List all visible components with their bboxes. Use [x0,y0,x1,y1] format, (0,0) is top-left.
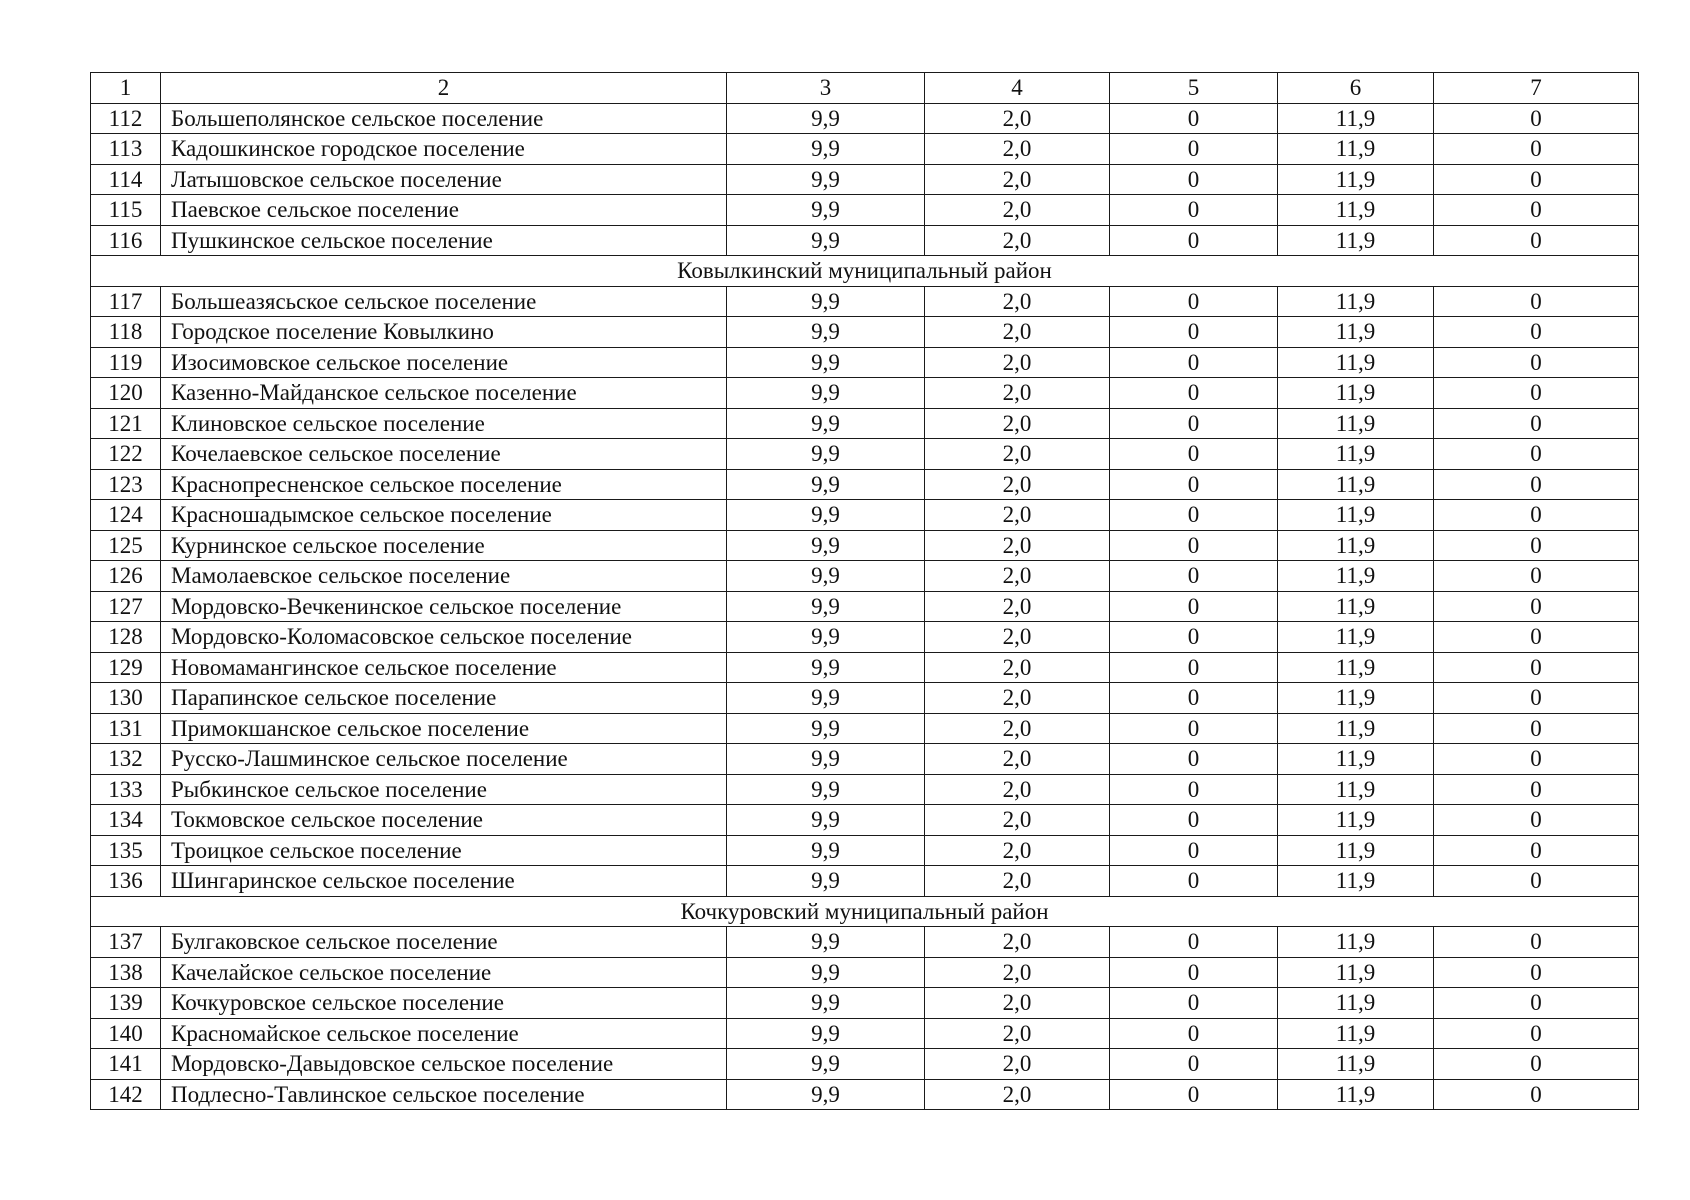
settlement-name-cell: Большеазясьское сельское поселение [161,286,727,317]
row-number-cell: 132 [91,744,161,775]
row-number-cell: 127 [91,591,161,622]
row-number-cell: 122 [91,439,161,470]
value-cell-6: 11,9 [1278,1018,1434,1049]
value-cell-3: 9,9 [727,530,925,561]
row-number-cell: 124 [91,500,161,531]
value-cell-7: 0 [1434,744,1639,775]
value-cell-7: 0 [1434,713,1639,744]
value-cell-5: 0 [1110,805,1278,836]
value-cell-3: 9,9 [727,195,925,226]
settlement-name-cell: Шингаринское сельское поселение [161,866,727,897]
table-row [91,774,1639,805]
settlement-name-cell: Троицкое сельское поселение [161,835,727,866]
row-number-cell: 115 [91,195,161,226]
table-row [91,530,1639,561]
settlement-name-cell: Токмовское сельское поселение [161,805,727,836]
table-row [91,713,1639,744]
value-cell-4: 2,0 [925,500,1110,531]
value-cell-4: 2,0 [925,103,1110,134]
row-number-cell: 117 [91,286,161,317]
row-number-cell: 131 [91,713,161,744]
settlement-name-cell: Рыбкинское сельское поселение [161,774,727,805]
value-cell-3: 9,9 [727,439,925,470]
value-cell-7: 0 [1434,866,1639,897]
value-cell-4: 2,0 [925,317,1110,348]
value-cell-6: 11,9 [1278,835,1434,866]
settlement-name-cell: Большеполянское сельское поселение [161,103,727,134]
settlement-name-cell: Кочкуровское сельское поселение [161,988,727,1019]
value-cell-5: 0 [1110,378,1278,409]
settlement-name-cell: Парапинское сельское поселение [161,683,727,714]
district-heading-row [91,896,1639,927]
row-number-cell: 136 [91,866,161,897]
value-cell-5: 0 [1110,652,1278,683]
value-cell-6: 11,9 [1278,286,1434,317]
table-row [91,225,1639,256]
table-row [91,134,1639,165]
value-cell-3: 9,9 [727,774,925,805]
value-cell-4: 2,0 [925,683,1110,714]
value-cell-6: 11,9 [1278,500,1434,531]
value-cell-7: 0 [1434,622,1639,653]
column-number-cell: 2 [161,73,727,104]
row-number-cell: 112 [91,103,161,134]
value-cell-3: 9,9 [727,652,925,683]
value-cell-4: 2,0 [925,439,1110,470]
value-cell-7: 0 [1434,103,1639,134]
table-row [91,561,1639,592]
table-row [91,1049,1639,1080]
value-cell-4: 2,0 [925,957,1110,988]
value-cell-4: 2,0 [925,347,1110,378]
settlement-name-cell: Клиновское сельское поселение [161,408,727,439]
value-cell-5: 0 [1110,1079,1278,1110]
value-cell-4: 2,0 [925,1079,1110,1110]
row-number-cell: 114 [91,164,161,195]
value-cell-7: 0 [1434,774,1639,805]
row-number-cell: 113 [91,134,161,165]
settlement-name-cell: Казенно-Майданское сельское поселение [161,378,727,409]
settlement-name-cell: Красномайское сельское поселение [161,1018,727,1049]
column-number-cell: 6 [1278,73,1434,104]
value-cell-5: 0 [1110,591,1278,622]
value-cell-7: 0 [1434,164,1639,195]
value-cell-4: 2,0 [925,927,1110,958]
value-cell-3: 9,9 [727,347,925,378]
value-cell-7: 0 [1434,134,1639,165]
settlement-name-cell: Русско-Лашминское сельское поселение [161,744,727,775]
value-cell-6: 11,9 [1278,195,1434,226]
value-cell-3: 9,9 [727,927,925,958]
value-cell-4: 2,0 [925,225,1110,256]
row-number-cell: 142 [91,1079,161,1110]
value-cell-5: 0 [1110,347,1278,378]
value-cell-4: 2,0 [925,195,1110,226]
row-number-cell: 133 [91,774,161,805]
value-cell-7: 0 [1434,286,1639,317]
table-row [91,103,1639,134]
table-row [91,988,1639,1019]
value-cell-5: 0 [1110,317,1278,348]
value-cell-3: 9,9 [727,408,925,439]
value-cell-6: 11,9 [1278,927,1434,958]
value-cell-7: 0 [1434,805,1639,836]
table-row [91,1018,1639,1049]
table-row [91,683,1639,714]
value-cell-3: 9,9 [727,103,925,134]
value-cell-7: 0 [1434,1049,1639,1080]
value-cell-4: 2,0 [925,164,1110,195]
value-cell-5: 0 [1110,1049,1278,1080]
row-number-cell: 137 [91,927,161,958]
value-cell-3: 9,9 [727,805,925,836]
value-cell-5: 0 [1110,164,1278,195]
settlement-name-cell: Изосимовское сельское поселение [161,347,727,378]
value-cell-7: 0 [1434,469,1639,500]
column-number-row [91,73,1639,104]
settlement-name-cell: Пушкинское сельское поселение [161,225,727,256]
value-cell-4: 2,0 [925,774,1110,805]
row-number-cell: 125 [91,530,161,561]
settlement-name-cell: Латышовское сельское поселение [161,164,727,195]
value-cell-6: 11,9 [1278,988,1434,1019]
value-cell-7: 0 [1434,835,1639,866]
value-cell-5: 0 [1110,439,1278,470]
value-cell-6: 11,9 [1278,225,1434,256]
column-number-cell: 7 [1434,73,1639,104]
value-cell-6: 11,9 [1278,164,1434,195]
settlement-name-cell: Мордовско-Вечкенинское сельское поселение [161,591,727,622]
settlement-name-cell: Красношадымское сельское поселение [161,500,727,531]
district-heading: Ковылкинский муниципальный район [91,256,1639,287]
value-cell-6: 11,9 [1278,347,1434,378]
value-cell-4: 2,0 [925,530,1110,561]
value-cell-6: 11,9 [1278,1049,1434,1080]
value-cell-7: 0 [1434,652,1639,683]
row-number-cell: 121 [91,408,161,439]
column-number-cell: 5 [1110,73,1278,104]
value-cell-6: 11,9 [1278,591,1434,622]
value-cell-6: 11,9 [1278,469,1434,500]
value-cell-6: 11,9 [1278,652,1434,683]
row-number-cell: 120 [91,378,161,409]
value-cell-3: 9,9 [727,713,925,744]
value-cell-4: 2,0 [925,591,1110,622]
table-row [91,835,1639,866]
settlement-name-cell: Кочелаевское сельское поселение [161,439,727,470]
settlement-name-cell: Мордовско-Давыдовское сельское поселение [161,1049,727,1080]
value-cell-7: 0 [1434,927,1639,958]
table-row [91,652,1639,683]
value-cell-7: 0 [1434,408,1639,439]
table-row [91,805,1639,836]
value-cell-3: 9,9 [727,866,925,897]
value-cell-6: 11,9 [1278,561,1434,592]
settlement-name-cell: Краснопресненское сельское поселение [161,469,727,500]
row-number-cell: 118 [91,317,161,348]
value-cell-5: 0 [1110,927,1278,958]
value-cell-3: 9,9 [727,1018,925,1049]
table-row [91,469,1639,500]
settlement-name-cell: Паевское сельское поселение [161,195,727,226]
value-cell-5: 0 [1110,500,1278,531]
value-cell-3: 9,9 [727,561,925,592]
value-cell-6: 11,9 [1278,378,1434,409]
data-table [90,72,1639,1110]
value-cell-7: 0 [1434,683,1639,714]
value-cell-7: 0 [1434,378,1639,409]
value-cell-4: 2,0 [925,622,1110,653]
column-number-cell: 3 [727,73,925,104]
row-number-cell: 119 [91,347,161,378]
settlement-name-cell: Примокшанское сельское поселение [161,713,727,744]
value-cell-5: 0 [1110,561,1278,592]
value-cell-6: 11,9 [1278,408,1434,439]
value-cell-6: 11,9 [1278,1079,1434,1110]
row-number-cell: 130 [91,683,161,714]
value-cell-3: 9,9 [727,134,925,165]
value-cell-7: 0 [1434,317,1639,348]
value-cell-4: 2,0 [925,1049,1110,1080]
value-cell-5: 0 [1110,469,1278,500]
settlement-name-cell: Булгаковское сельское поселение [161,927,727,958]
table-row [91,164,1639,195]
table-row [91,927,1639,958]
value-cell-5: 0 [1110,774,1278,805]
row-number-cell: 128 [91,622,161,653]
value-cell-3: 9,9 [727,1079,925,1110]
value-cell-3: 9,9 [727,622,925,653]
value-cell-3: 9,9 [727,957,925,988]
settlement-name-cell: Курнинское сельское поселение [161,530,727,561]
value-cell-5: 0 [1110,408,1278,439]
column-number-cell: 1 [91,73,161,104]
value-cell-5: 0 [1110,988,1278,1019]
value-cell-6: 11,9 [1278,439,1434,470]
value-cell-3: 9,9 [727,835,925,866]
value-cell-6: 11,9 [1278,774,1434,805]
value-cell-6: 11,9 [1278,744,1434,775]
row-number-cell: 139 [91,988,161,1019]
value-cell-3: 9,9 [727,164,925,195]
table-row [91,591,1639,622]
value-cell-3: 9,9 [727,1049,925,1080]
table-row [91,500,1639,531]
table-row [91,195,1639,226]
value-cell-5: 0 [1110,286,1278,317]
value-cell-3: 9,9 [727,988,925,1019]
value-cell-3: 9,9 [727,378,925,409]
column-number-cell: 4 [925,73,1110,104]
value-cell-4: 2,0 [925,561,1110,592]
value-cell-6: 11,9 [1278,957,1434,988]
district-heading-row [91,256,1639,287]
value-cell-5: 0 [1110,1018,1278,1049]
value-cell-7: 0 [1434,988,1639,1019]
value-cell-7: 0 [1434,195,1639,226]
settlement-name-cell: Мордовско-Коломасовское сельское поселение [161,622,727,653]
value-cell-3: 9,9 [727,225,925,256]
table-row [91,622,1639,653]
value-cell-4: 2,0 [925,652,1110,683]
value-cell-5: 0 [1110,103,1278,134]
value-cell-6: 11,9 [1278,683,1434,714]
value-cell-4: 2,0 [925,286,1110,317]
table-row [91,744,1639,775]
row-number-cell: 134 [91,805,161,836]
value-cell-5: 0 [1110,134,1278,165]
value-cell-7: 0 [1434,591,1639,622]
value-cell-3: 9,9 [727,286,925,317]
table-row [91,317,1639,348]
district-heading: Кочкуровский муниципальный район [91,896,1639,927]
value-cell-3: 9,9 [727,683,925,714]
settlement-name-cell: Городское поселение Ковылкино [161,317,727,348]
value-cell-6: 11,9 [1278,713,1434,744]
value-cell-4: 2,0 [925,469,1110,500]
value-cell-4: 2,0 [925,988,1110,1019]
value-cell-3: 9,9 [727,500,925,531]
value-cell-4: 2,0 [925,378,1110,409]
value-cell-4: 2,0 [925,866,1110,897]
value-cell-4: 2,0 [925,744,1110,775]
value-cell-4: 2,0 [925,835,1110,866]
value-cell-4: 2,0 [925,805,1110,836]
row-number-cell: 126 [91,561,161,592]
value-cell-6: 11,9 [1278,317,1434,348]
value-cell-7: 0 [1434,439,1639,470]
value-cell-6: 11,9 [1278,866,1434,897]
table-row [91,1079,1639,1110]
table-row [91,439,1639,470]
value-cell-5: 0 [1110,195,1278,226]
value-cell-3: 9,9 [727,744,925,775]
settlement-name-cell: Мамолаевское сельское поселение [161,561,727,592]
value-cell-7: 0 [1434,530,1639,561]
value-cell-5: 0 [1110,225,1278,256]
value-cell-4: 2,0 [925,134,1110,165]
table-row [91,957,1639,988]
table-row [91,866,1639,897]
table-row [91,286,1639,317]
value-cell-5: 0 [1110,713,1278,744]
row-number-cell: 129 [91,652,161,683]
value-cell-3: 9,9 [727,469,925,500]
settlement-name-cell: Новомамангинское сельское поселение [161,652,727,683]
value-cell-5: 0 [1110,683,1278,714]
value-cell-6: 11,9 [1278,530,1434,561]
row-number-cell: 138 [91,957,161,988]
row-number-cell: 140 [91,1018,161,1049]
value-cell-4: 2,0 [925,408,1110,439]
value-cell-6: 11,9 [1278,805,1434,836]
value-cell-6: 11,9 [1278,622,1434,653]
table-row [91,347,1639,378]
settlement-name-cell: Подлесно-Тавлинское сельское поселение [161,1079,727,1110]
table-body [91,73,1639,1110]
value-cell-6: 11,9 [1278,103,1434,134]
value-cell-7: 0 [1434,561,1639,592]
row-number-cell: 135 [91,835,161,866]
value-cell-7: 0 [1434,1018,1639,1049]
row-number-cell: 116 [91,225,161,256]
value-cell-7: 0 [1434,1079,1639,1110]
value-cell-5: 0 [1110,530,1278,561]
value-cell-5: 0 [1110,866,1278,897]
value-cell-7: 0 [1434,957,1639,988]
value-cell-7: 0 [1434,500,1639,531]
value-cell-5: 0 [1110,744,1278,775]
row-number-cell: 123 [91,469,161,500]
settlement-name-cell: Качелайское сельское поселение [161,957,727,988]
value-cell-4: 2,0 [925,1018,1110,1049]
value-cell-5: 0 [1110,835,1278,866]
row-number-cell: 141 [91,1049,161,1080]
value-cell-3: 9,9 [727,591,925,622]
value-cell-5: 0 [1110,622,1278,653]
value-cell-7: 0 [1434,347,1639,378]
value-cell-5: 0 [1110,957,1278,988]
value-cell-7: 0 [1434,225,1639,256]
value-cell-4: 2,0 [925,713,1110,744]
value-cell-3: 9,9 [727,317,925,348]
settlement-name-cell: Кадошкинское городское поселение [161,134,727,165]
table-row [91,408,1639,439]
value-cell-6: 11,9 [1278,134,1434,165]
table-row [91,378,1639,409]
